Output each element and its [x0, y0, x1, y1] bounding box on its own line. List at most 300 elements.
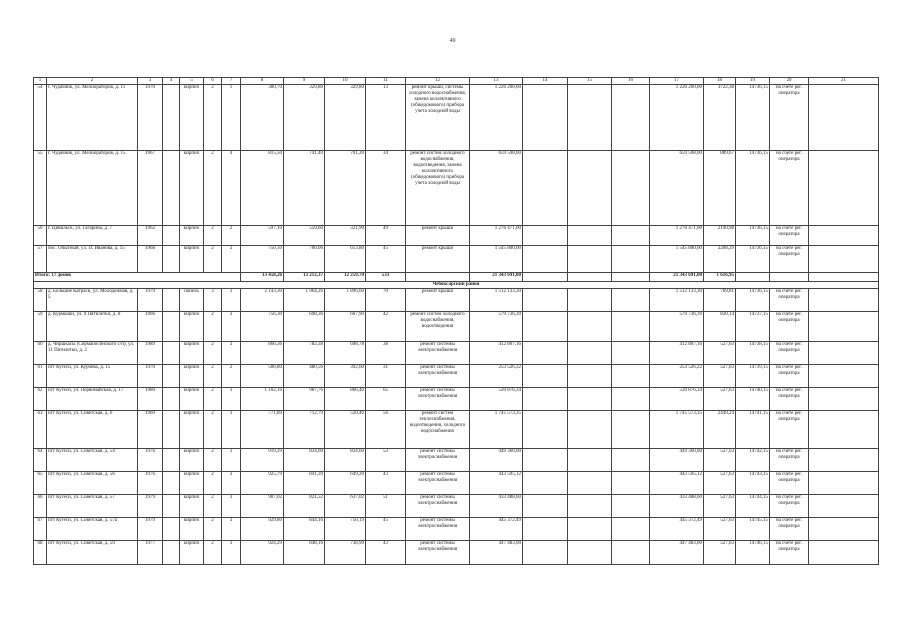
column-number-cell: 4 [163, 78, 180, 85]
cell-c15 [568, 449, 612, 472]
cost-cell: 253 526,22 [470, 365, 523, 388]
cell-c6: 2 [204, 388, 222, 411]
address-cell: г. Чудачник, ул. Мелиораторов, д. 15 [47, 151, 138, 226]
table-row [34, 289, 879, 312]
cell-c16 [612, 388, 650, 411]
row-number: 67 [34, 518, 47, 541]
cell-c16 [612, 449, 650, 472]
wall-material-cell: панель [180, 289, 204, 312]
cost-cell: 1 545 800,00 [470, 246, 523, 273]
cell-c9: 712,79 [284, 411, 325, 449]
cell-c15 [568, 388, 612, 411]
cost-cell: 1 745 573,35 [470, 411, 523, 449]
cost-cell: 659 598,00 [470, 151, 523, 226]
cell-c7: 2 [222, 226, 241, 246]
table-row [34, 151, 879, 226]
table-row [34, 411, 879, 449]
address-cell: пгт Кугеси, ул. Советская, д. 57а [47, 518, 138, 541]
cell-c18: 527,63 [704, 472, 736, 495]
cell-c6: 2 [204, 151, 222, 226]
cell-c9: 848,16 [284, 541, 325, 565]
cell-c4 [163, 495, 180, 518]
cell-c15 [568, 365, 612, 388]
cell-c15 [568, 411, 612, 449]
cell-c15 [568, 495, 612, 518]
cell-c4 [163, 449, 180, 472]
column-number-cell: 19 [736, 78, 770, 85]
column-number-cell: 1 [34, 78, 47, 85]
cell-c21 [809, 226, 879, 246]
year-cell: 1989 [138, 342, 163, 365]
table-row [34, 365, 879, 388]
row-number: 54 [34, 85, 47, 151]
cell-c17: 433 488,60 [650, 495, 704, 518]
year-cell: 1969 [138, 411, 163, 449]
address-cell: д. Большие Катраси, ул. Молодежная, д. 5 [47, 289, 138, 312]
wall-material-cell: кирпич [180, 226, 204, 246]
cell-c8: 929,80 [241, 518, 284, 541]
total-cell [612, 273, 650, 282]
cell-c16 [612, 411, 650, 449]
cell-c19: 14736,15 [736, 226, 770, 246]
payment-method-cell: на счете рег. оператора [770, 495, 809, 518]
cell-c17: 412 807,16 [650, 342, 704, 365]
cell-c4 [163, 342, 180, 365]
cell-c19: 14746,15 [736, 541, 770, 565]
column-number-cell: 20 [770, 78, 809, 85]
work-type-cell: ремонт систем холодного водоснабжения, водоотведения, замена коллективного (общедомового) прибора учета холодной воды [406, 151, 470, 226]
cell-c11: 38 [366, 342, 406, 365]
payment-method-cell: на счете рег. оператора [770, 472, 809, 495]
cell-c14 [523, 388, 568, 411]
cell-c21 [809, 518, 879, 541]
cell-c16 [612, 312, 650, 342]
cost-cell: 520 876,34 [470, 388, 523, 411]
column-number-cell: 14 [523, 78, 568, 85]
cell-c17: 1 545 800,00 [650, 246, 704, 273]
table-row [34, 495, 879, 518]
column-number-cell: 11 [366, 78, 406, 85]
address-cell: пгт Кугеси, ул. Советская, д. 59 [47, 541, 138, 565]
cost-cell: 443 595,12 [470, 472, 523, 495]
cell-c14 [523, 411, 568, 449]
cell-c15 [568, 289, 612, 312]
cell-c18: 527,63 [704, 495, 736, 518]
cell-c9: 1 964,26 [284, 289, 325, 312]
work-type-cell: ремонт систем холодного водоснабжения, водоотведения [406, 312, 470, 342]
cell-c10: 637,02 [325, 495, 366, 518]
cell-c15 [568, 342, 612, 365]
cell-c16 [612, 226, 650, 246]
payment-method-cell: на счете рег. оператора [770, 246, 809, 273]
table-row [34, 449, 879, 472]
cell-c14 [523, 342, 568, 365]
cell-c15 [568, 312, 612, 342]
total-cell: 13 458,26 [241, 273, 284, 282]
cell-c16 [612, 85, 650, 151]
cell-c8: 1 102,16 [241, 388, 284, 411]
cell-c17: 1 276 471,00 [650, 226, 704, 246]
cell-c6: 2 [204, 365, 222, 388]
cell-c10: 613,80 [325, 246, 366, 273]
cell-c18: 889,67 [704, 151, 736, 226]
table-row [34, 342, 879, 365]
cell-c10: 329,80 [325, 85, 366, 151]
page-number: 49 [449, 38, 456, 44]
row-number: 59 [34, 312, 47, 342]
cell-c9: 741,40 [284, 151, 325, 226]
year-cell: 1976 [138, 449, 163, 472]
address-cell: г. Цивильск, ул. Гагарина, д. 7 [47, 226, 138, 246]
cell-c19: 14738,15 [736, 342, 770, 365]
address-cell: пгт Кугеси, ул. Советская, д. 56 [47, 472, 138, 495]
cell-c18: 830,14 [704, 312, 736, 342]
cell-c11: 65 [366, 388, 406, 411]
cell-c21 [809, 411, 879, 449]
cell-c16 [612, 365, 650, 388]
cell-c7: 3 [222, 289, 241, 312]
cell-c7: 2 [222, 365, 241, 388]
cell-c7: 2 [222, 246, 241, 273]
cell-c14 [523, 226, 568, 246]
cell-c7: 3 [222, 411, 241, 449]
wall-material-cell: кирпич [180, 365, 204, 388]
cell-c11: 56 [366, 411, 406, 449]
payment-method-cell: на счете рег. оператора [770, 342, 809, 365]
row-number: 55 [34, 151, 47, 226]
cell-c8: 597,10 [241, 226, 284, 246]
cell-c18: 2208,29 [704, 246, 736, 273]
work-type-cell: ремонт крыши [406, 289, 470, 312]
wall-material-cell: кирпич [180, 541, 204, 565]
cell-c14 [523, 495, 568, 518]
wall-material-cell: кирпич [180, 411, 204, 449]
cell-c14 [523, 246, 568, 273]
total-cell [736, 273, 770, 282]
column-number-cell: 15 [568, 78, 612, 85]
wall-material-cell: кирпич [180, 388, 204, 411]
cell-c11: 45 [366, 518, 406, 541]
cell-c9: 700,06 [284, 246, 325, 273]
address-cell: г. Чудачник, ул. Мелиораторов, д. 11 [47, 85, 138, 151]
cell-c8: 924,29 [241, 541, 284, 565]
work-type-cell: ремонт системы электроснабжения [406, 518, 470, 541]
cell-c10: 321,90 [325, 226, 366, 246]
cell-c16 [612, 518, 650, 541]
address-cell: пгт Кугеси, ул. Курчева, д. 15 [47, 365, 138, 388]
cell-c6: 3 [204, 289, 222, 312]
cell-c6: 2 [204, 411, 222, 449]
column-number-cell: 10 [325, 78, 366, 85]
payment-method-cell: на счете рег. оператора [770, 388, 809, 411]
column-number-cell: 12 [406, 78, 470, 85]
cell-c21 [809, 289, 879, 312]
cell-c16 [612, 541, 650, 565]
wall-material-cell: кирпич [180, 246, 204, 273]
cell-c21 [809, 342, 879, 365]
cell-c19: 14741,15 [736, 411, 770, 449]
cost-cell: 579 736,39 [470, 312, 523, 342]
address-cell: пгт Кугеси, ул. Советская, д. 57 [47, 495, 138, 518]
cell-c6: 2 [204, 342, 222, 365]
work-type-cell: ремонт системы электроснабжения [406, 541, 470, 565]
cell-c9: 329,80 [284, 85, 325, 151]
total-cell [809, 273, 879, 282]
cell-c6: 2 [204, 495, 222, 518]
cell-c9: 821,52 [284, 495, 325, 518]
cell-c14 [523, 151, 568, 226]
cell-c9: 698,36 [284, 312, 325, 342]
cell-c21 [809, 151, 879, 226]
cell-c7: 3 [222, 518, 241, 541]
wall-material-cell: кирпич [180, 85, 204, 151]
cell-c10: 649,20 [325, 472, 366, 495]
cell-c11: 34 [366, 151, 406, 226]
table-row [34, 541, 879, 565]
cell-c11: 49 [366, 226, 406, 246]
cell-c7: 3 [222, 449, 241, 472]
cell-c18: 527,63 [704, 388, 736, 411]
row-number: 66 [34, 495, 47, 518]
cell-c19: 14736,15 [736, 85, 770, 151]
cell-c18: 527,63 [704, 365, 736, 388]
cell-c6: 2 [204, 518, 222, 541]
cell-c18: 2190,98 [704, 226, 736, 246]
cell-c4 [163, 246, 180, 273]
column-number-cell: 9 [284, 78, 325, 85]
cell-c19: 14745,15 [736, 518, 770, 541]
cell-c15 [568, 85, 612, 151]
work-type-cell: ремонт системы электроснабжения [406, 472, 470, 495]
cost-cell: 1 512 133,30 [470, 289, 523, 312]
column-number-cell: 18 [704, 78, 736, 85]
row-number: 56 [34, 226, 47, 246]
cell-c16 [612, 289, 650, 312]
cell-c21 [809, 449, 879, 472]
year-cell: 1980 [138, 388, 163, 411]
cell-c8: 771,89 [241, 411, 284, 449]
cell-c18: 527,63 [704, 342, 736, 365]
row-number: 61 [34, 365, 47, 388]
cell-c11: 53 [366, 449, 406, 472]
row-number: 57 [34, 246, 47, 273]
cell-c11: 45 [366, 246, 406, 273]
cell-c14 [523, 472, 568, 495]
cell-c19: 14736,15 [736, 246, 770, 273]
column-number-cell: 7 [222, 78, 241, 85]
wall-material-cell: кирпич [180, 342, 204, 365]
cell-c17: 449 360,00 [650, 449, 704, 472]
cell-c19: 14737,15 [736, 312, 770, 342]
cell-c17: 1 745 573,35 [650, 411, 704, 449]
cell-c9: 844,16 [284, 518, 325, 541]
table-row [34, 226, 879, 246]
cell-c19: 14736,15 [736, 151, 770, 226]
cell-c7: 3 [222, 472, 241, 495]
total-cell: 1 616,95 [704, 273, 736, 282]
payment-method-cell: на счете рег. оператора [770, 151, 809, 226]
payment-method-cell: на счете рег. оператора [770, 449, 809, 472]
payment-method-cell: на счете рег. оператора [770, 226, 809, 246]
total-cell [406, 273, 470, 282]
column-number-cell: 13 [470, 78, 523, 85]
cell-c21 [809, 495, 879, 518]
cell-c16 [612, 472, 650, 495]
cell-c11: 43 [366, 541, 406, 565]
row-number: 60 [34, 342, 47, 365]
total-cell: 13 212,37 [284, 273, 325, 282]
year-cell: 1976 [138, 472, 163, 495]
cell-c4 [163, 411, 180, 449]
cell-c4 [163, 226, 180, 246]
wall-material-cell: кирпич [180, 312, 204, 342]
total-cell: 12 259,70 [325, 273, 366, 282]
total-cell: 21 343 691,00 [650, 273, 704, 282]
cell-c4 [163, 518, 180, 541]
cell-c9: 480,56 [284, 365, 325, 388]
district-name: Чебоксарский район [34, 282, 879, 289]
cell-c7: 4 [222, 151, 241, 226]
year-cell: 1962 [138, 226, 163, 246]
row-number: 58 [34, 289, 47, 312]
cell-c7: 3 [222, 495, 241, 518]
cell-c8: 380,70 [241, 85, 284, 151]
cost-cell: 412 807,16 [470, 342, 523, 365]
year-cell: 1966 [138, 312, 163, 342]
total-label: Итого: 17 домов [34, 273, 241, 282]
total-cell [523, 273, 568, 282]
cell-c11: 31 [366, 365, 406, 388]
cell-c14 [523, 312, 568, 342]
cell-c6: 2 [204, 449, 222, 472]
cell-c14 [523, 365, 568, 388]
wall-material-cell: кирпич [180, 518, 204, 541]
cell-c7: 3 [222, 541, 241, 565]
table-row [34, 312, 879, 342]
total-row [34, 273, 879, 282]
address-cell: пгт Кугеси, ул. Советская, д. 54 [47, 449, 138, 472]
cell-c4 [163, 541, 180, 565]
cell-c19: 14742,15 [736, 449, 770, 472]
cell-c9: 841,39 [284, 472, 325, 495]
year-cell: 1970 [138, 365, 163, 388]
work-type-cell: ремонт системы электроснабжения [406, 342, 470, 365]
cell-c17: 447 483,00 [650, 541, 704, 565]
cell-c10: 1 896,60 [325, 289, 366, 312]
cell-c17: 1 226 200,00 [650, 85, 704, 151]
row-number: 62 [34, 388, 47, 411]
cell-c15 [568, 541, 612, 565]
cell-c8: 925,79 [241, 472, 284, 495]
wall-material-cell: кирпич [180, 495, 204, 518]
work-type-cell: ремонт системы электроснабжения [406, 388, 470, 411]
row-number: 64 [34, 449, 47, 472]
cell-c21 [809, 312, 879, 342]
work-type-cell: ремонт крыши, системы холодного водоснабжения, замена коллективного (общедомового) прибора учета холодной воды [406, 85, 470, 151]
cell-c9: 782,38 [284, 342, 325, 365]
cell-c14 [523, 518, 568, 541]
cell-c21 [809, 246, 879, 273]
cell-c16 [612, 342, 650, 365]
district-header-row [34, 282, 879, 289]
cell-c14 [523, 541, 568, 565]
cell-c6: 2 [204, 226, 222, 246]
cell-c10: 701,20 [325, 151, 366, 226]
cell-c15 [568, 151, 612, 226]
cell-c19: 14740,15 [736, 388, 770, 411]
column-number-cell: 2 [47, 78, 138, 85]
cell-c21 [809, 85, 879, 151]
cell-c17: 520 876,34 [650, 388, 704, 411]
row-number: 63 [34, 411, 47, 449]
wall-material-cell: кирпич [180, 151, 204, 226]
cell-c6: 2 [204, 85, 222, 151]
cell-c21 [809, 541, 879, 565]
cell-c8: 750,10 [241, 246, 284, 273]
cost-cell: 449 360,00 [470, 449, 523, 472]
column-number-cell: 16 [612, 78, 650, 85]
payment-method-cell: на счете рег. оператора [770, 289, 809, 312]
total-cell [568, 273, 612, 282]
address-cell: пгт Кугеси, ул. Первомайская, д. 17 [47, 388, 138, 411]
cell-c10: 866,40 [325, 388, 366, 411]
cell-c6: 2 [204, 541, 222, 565]
cell-c6: 2 [204, 312, 222, 342]
table-row [34, 85, 879, 151]
cell-c21 [809, 472, 879, 495]
cell-c21 [809, 388, 879, 411]
year-cell: 1967 [138, 151, 163, 226]
cell-c16 [612, 151, 650, 226]
cell-c4 [163, 365, 180, 388]
work-type-cell: ремонт крыши [406, 226, 470, 246]
cost-cell: 445 372,49 [470, 518, 523, 541]
cell-c18: 769,81 [704, 289, 736, 312]
address-cell: д. Курмыши, ул. 9 Пятилетки, д. 8 [47, 312, 138, 342]
cell-c7: 1 [222, 85, 241, 151]
year-cell: 1977 [138, 541, 163, 565]
cell-c18: 527,63 [704, 518, 736, 541]
cell-c15 [568, 246, 612, 273]
cell-c18: 527,63 [704, 541, 736, 565]
cell-c11: 42 [366, 312, 406, 342]
column-number-cell: 17 [650, 78, 704, 85]
cell-c17: 253 526,22 [650, 365, 704, 388]
cell-c10: 520,40 [325, 411, 366, 449]
cell-c8: 756,30 [241, 312, 284, 342]
row-number: 65 [34, 472, 47, 495]
table-row [34, 388, 879, 411]
payment-method-cell: на счете рег. оператора [770, 541, 809, 565]
cell-c16 [612, 495, 650, 518]
cell-c14 [523, 449, 568, 472]
year-cell: 1979 [138, 518, 163, 541]
cell-c18: 2449,24 [704, 411, 736, 449]
cell-c11: 13 [366, 85, 406, 151]
payment-method-cell: на счете рег. оператора [770, 518, 809, 541]
table-row [34, 518, 879, 541]
cost-cell: 447 483,00 [470, 541, 523, 565]
column-number-cell: 5 [180, 78, 204, 85]
year-cell: 1970 [138, 85, 163, 151]
cell-c4 [163, 151, 180, 226]
cell-c15 [568, 518, 612, 541]
table-row [34, 246, 879, 273]
cell-c14 [523, 85, 568, 151]
payment-method-cell: на счете рег. оператора [770, 365, 809, 388]
cell-c19: 14743,15 [736, 472, 770, 495]
cell-c7: 3 [222, 342, 241, 365]
